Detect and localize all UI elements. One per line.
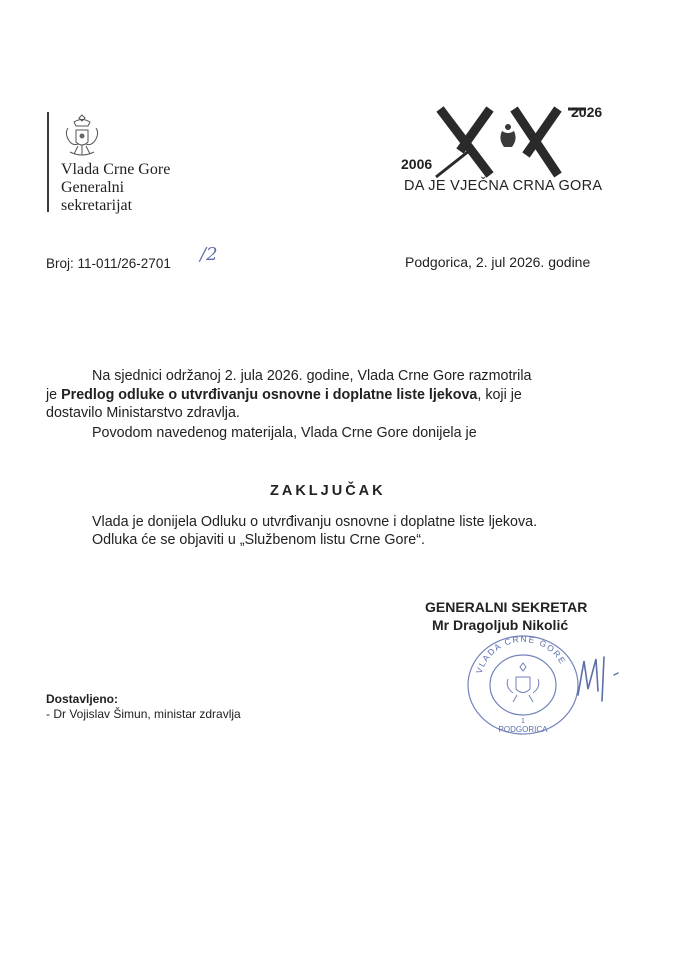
conclusion-heading: ZAKLJUČAK <box>270 483 386 499</box>
stamp-text-top: VLADA CRNE GORE <box>473 633 569 675</box>
paragraph-1-line-1: Na sjednici održanoj 2. jula 2026. godine, Vlada Crne Gore razmotrila <box>92 368 532 384</box>
paragraph-2: Povodom navedenog materijala, Vlada Crne Gore donijela je <box>92 425 477 441</box>
header-divider <box>47 112 49 212</box>
delivered-recipient: - Dr Vojislav Šimun, ministar zdravlja <box>46 707 241 721</box>
institution-line-3: sekretarijat <box>61 197 133 214</box>
conclusion-line-2: Odluka će se objaviti u „Službenom listu Crne Gore“. <box>92 532 425 548</box>
paragraph-1-prefix: je <box>46 387 62 403</box>
handwritten-signature <box>570 645 630 705</box>
coat-of-arms-icon <box>60 112 104 160</box>
paragraph-1-line-2 <box>46 386 522 404</box>
document-date: Podgorica, 2. jul 2026. godine <box>405 254 591 270</box>
delivered-label: Dostavljeno: <box>46 692 119 706</box>
institution-line-2: Generalni <box>61 179 125 196</box>
stamp-text-bottom: PODGORICA <box>498 725 548 734</box>
paragraph-1-line-3: dostavilo Ministarstvo zdravlja. <box>46 405 240 421</box>
paragraph-1-suffix: , koji je <box>477 387 522 403</box>
reference-number: Broj: 11-011/26-2701 <box>46 256 171 271</box>
logo-year-end: 2026 <box>571 104 603 120</box>
small-eagle-icon <box>500 124 515 147</box>
conclusion-line-1: Vlada je donijela Odluku o utvrđivanju osnovne i doplatne liste ljekova. <box>92 514 538 530</box>
institution-line-1: Vlada Crne Gore <box>61 161 171 178</box>
signatory-title: GENERALNI SEKRETAR <box>425 599 588 615</box>
official-stamp-icon <box>464 633 582 737</box>
stamp-number: 1 <box>521 718 525 725</box>
proposal-title: Predlog odluke o utvrđivanju osnovne i doplatne liste ljekova <box>61 387 478 403</box>
handwritten-reference-suffix: /2 <box>200 244 218 265</box>
signatory-name: Mr Dragoljub Nikolić <box>432 617 569 633</box>
logo-motto: DA JE VJEČNA CRNA GORA <box>404 178 603 194</box>
logo-year-start: 2006 <box>401 156 433 172</box>
